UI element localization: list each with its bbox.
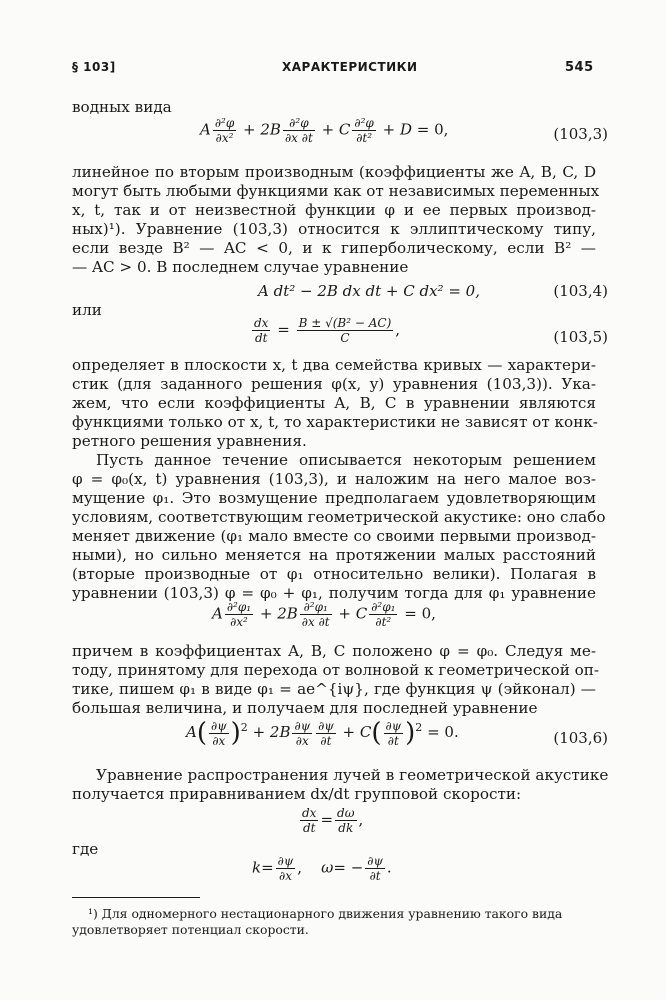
text-line: Пусть данное течение описывается некоторым решением	[96, 451, 596, 469]
text-line: если везде B² — AC < 0, и к гиперболическому, если B² —	[72, 239, 596, 257]
paragraph-intro: водных вида	[72, 98, 172, 116]
text-line: меняет движение (φ₁ мало вместе со своими первыми производ-	[72, 527, 596, 545]
text-line: стик (для заданного решения φ(x, y) уравнения (103,3)). Ука-	[72, 375, 596, 393]
connector-ili: или	[72, 301, 102, 319]
text-line: (вторые производные от φ₁ относительно велики). Полагая в	[72, 565, 596, 583]
equation-group-velocity: $\frac{dx}{dt}$ = $\frac{d\omega}{dk}$ ,	[302, 806, 364, 835]
equation-wave-vector: k= $\frac{\partial\psi}{\partial x}$ , ω= − $\frac{\partial\psi}{\partial t}$ .	[252, 854, 392, 883]
eq-103-5-denominator: C	[340, 331, 350, 345]
text-line: могут быть любыми функциями как от независимых переменных	[72, 182, 600, 200]
text-line: ретного решения уравнения.	[72, 432, 307, 450]
connector-gde: где	[72, 840, 99, 858]
section-ref: § 103]	[72, 60, 116, 74]
text-line: тике, пишем φ₁ в виде φ₁ = ae^{iψ}, где функция ψ (эйконал) —	[72, 680, 596, 698]
footnote-line: удовлетворяет потенциал скорости.	[72, 922, 309, 937]
equation-label-103-3: (103,3)	[553, 125, 608, 143]
equation-103-3: A $\frac{\text{∂²φ}}{\text{∂x²}}$ + 2B $\frac{\text{∂²φ}}{\partial x \partial t}$ + C $\frac{\text{∂²φ}}{\text{∂t²}}$ + D = 0,	[200, 116, 449, 145]
text-line: x, t, так и от неизвестной функции φ и ее первых производ-	[72, 201, 596, 219]
equation-phi1: A $\frac{\text{∂²φ₁}}{\text{∂x²}}$ + 2B $\frac{\text{∂²φ₁}}{\partial x \partial t}$ + C $\frac{\text{∂²φ₁}}{\text{∂t²}}$ = 0,	[212, 600, 436, 629]
running-title: ХАРАКТЕРИСТИКИ	[282, 60, 418, 74]
text-line: φ = φ₀(x, t) уравнения (103,3), и наложим на него малое воз-	[72, 470, 596, 488]
text-line: уравнении (103,3) φ = φ₀ + φ₁, получим тогда для φ₁ уравнение	[72, 584, 596, 602]
equation-label-103-6: (103,6)	[553, 729, 608, 747]
footnote-rule	[72, 897, 200, 898]
equation-103-4: A dt² − 2B dx dt + C dx² = 0,	[258, 282, 480, 300]
text-line: определяет в плоскости x, t два семейства кривых — характери-	[72, 356, 596, 374]
equation-103-5: $\frac{dx}{dt}$ = $\frac{\text{B ± √(B² − AC)}}{C}$ ,	[254, 316, 401, 345]
text-line: причем в коэффициентах A, B, C положено φ = φ₀. Следуя ме-	[72, 642, 596, 660]
text-line: — AC > 0. В последнем случае уравнение	[72, 258, 409, 276]
text-line: получается приравниванием dx/dt групповой скорости:	[72, 785, 522, 803]
text-line: линейное по вторым производным (коэффициенты же A, B, C, D	[72, 163, 596, 181]
text-line: Уравнение распространения лучей в геометрической акустике	[96, 766, 609, 784]
eq-103-5-numerator: B ± √(B² − AC)	[298, 316, 392, 330]
equation-label-103-4: (103,4)	[553, 282, 608, 300]
text-line: большая величина, и получаем для последней уравнение	[72, 699, 538, 717]
equation-label-103-5: (103,5)	[553, 328, 608, 346]
text-line: тоду, принятому для перехода от волновой к геометрической оп-	[72, 661, 600, 679]
equation-103-6: A( $\frac{\partial\psi}{\partial x}$ )$^2$ + 2B $\frac{\partial\psi}{\partial x}$ $\frac{\partial\psi}{\partial t}$ + C( $\frac{\partial\psi}{\partial t}$ )$^2$ = 0.	[186, 718, 459, 748]
text-line: ными), но сильно меняется на протяжении малых расстояний	[72, 546, 596, 564]
text-line: мущение φ₁. Это возмущение предполагаем удовлетворяющим	[72, 489, 596, 507]
text-line: функциями только от x, t, то характеристики не зависят от конк-	[72, 413, 598, 431]
text-line: ных)¹). Уравнение (103,3) относится к эллиптическому типу,	[72, 220, 596, 238]
text-line: жем, что если коэффициенты A, B, C в уравнении являются	[72, 394, 596, 412]
page-number: 545	[565, 60, 594, 75]
footnote-line: ¹) Для одномерного нестационарного движения уравнению такого вида	[88, 906, 563, 921]
text-line: условиям, соответствующим геометрической акустике: оно слабо	[72, 508, 606, 526]
